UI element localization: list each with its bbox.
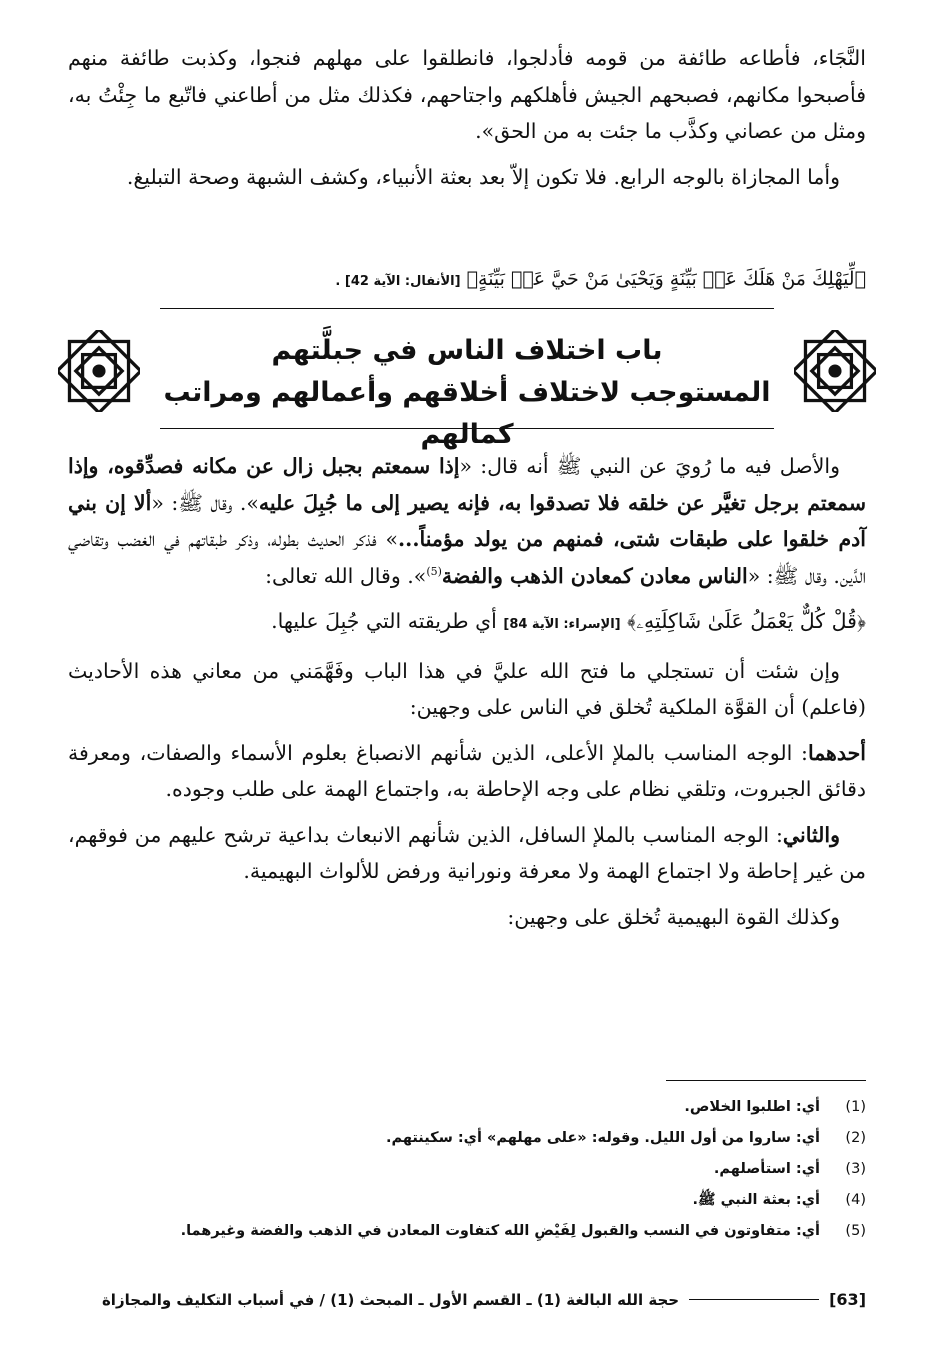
paragraph-text: : الوجه المناسب بالملإ السافل، الذين شأنهم الانبعاث بداعية ترشح عليهم من فوقهم، من غير إحاطة ولا اجتماع الهمة ولا معرفة ونورانية ورفض للألواث البهيمية. (68, 822, 866, 883)
running-title: حجة الله البالغة (1) ـ القسم الأول ـ المبحث (1) / في أسباب التكليف والمجازاة (101, 1290, 680, 1309)
footnote-text: أي: استأصلهم. (713, 1161, 820, 1177)
verse-text: ﴿قُلْ كُلٌّ يَعْمَلُ عَلَىٰ شَاكِلَتِهِۦ﴾ (627, 609, 866, 633)
quran-verse (90, 264, 866, 297)
page-number: [63] (829, 1290, 866, 1309)
text-run: أي طريقته التي جُبِلَ عليها. (271, 609, 504, 633)
chapter-title-line1: باب اختلاف الناس في جبلَّتهم (271, 335, 663, 366)
paragraph-continuation (68, 40, 866, 150)
chapter-title (150, 330, 784, 456)
footnote-text: أي: متفاوتون في النسب والقبول لِفَيْضِ الله كتفاوت المعادن في الذهب والفضة وغيرهما. (180, 1223, 820, 1239)
paragraph-first-aspect (68, 735, 866, 808)
paragraph-second-aspect (68, 817, 866, 890)
main-text (68, 448, 866, 935)
text-run: والأصل فيه ما رُويَ عن النبي ﷺ أنه قال: « (459, 454, 840, 478)
hadith-quote: الناس معادن كمعادن الذهب والفضة (441, 563, 748, 588)
text-run: ». وقال ﷺ: « (151, 490, 259, 515)
lead-word: والثاني (782, 822, 840, 847)
verse-reference: [الإسراء: الآية 84] (503, 617, 621, 632)
footer-rule (689, 1299, 819, 1300)
footnote-mark[interactable]: (5) (426, 564, 442, 578)
footnote-text: أي: ساروا من أول الليل. وقوله: «على مهلهم» أي: سكينتهم. (385, 1130, 820, 1146)
text-run: ». وقال الله تعالى: (265, 563, 427, 588)
heading-rule-top (160, 308, 774, 309)
footnote-number: (2) (845, 1130, 866, 1146)
verse-reference: [الأنفال: الآية 42] . (335, 274, 461, 289)
footnote-item (68, 1123, 866, 1154)
lead-word: أحدهما (807, 740, 866, 765)
footnote-item (68, 1092, 866, 1123)
heading-rule-bottom (160, 428, 774, 429)
paragraph-animal-faculty (68, 899, 866, 936)
footnotes (68, 1092, 866, 1247)
footnote-number: (5) (845, 1223, 866, 1239)
paragraph-text: : الوجه المناسب بالملإ الأعلى، الذين شأنهم الانصباغ بعلوم الأسماء والصفات، ومعرفة دقائق الجبروت، وتلقي نظام على وجه الإحاطة به، واجتماع الهمة على طلب وجوده. (68, 740, 866, 801)
hadith-quote: ألا إن بني آدم خلقوا على طبقات شتى، فمنهم من يولد مؤمناً... (68, 490, 867, 551)
star-ornament-icon (58, 330, 140, 412)
verse-text: ﴿لِّيَهْلِكَ مَنْ هَلَكَ عَنۢ بَيِّنَةٍ وَيَحْيَىٰ مَنْ حَيَّ عَنۢ بَيِّنَةٍ﴾ (466, 268, 866, 290)
top-text (68, 40, 866, 195)
footnote-item (68, 1185, 866, 1216)
paragraph-text: النَّجَاء، فأطاعه طائفة من قومه فأدلجوا، فانطلقوا على مهلهم فنجوا، وكذبت طائفة منهم فأصبحوا مكانهم، فصبحهم الجيش فأهلكهم واجتاحهم، فكذلك مثل من أطاعني فاتّبع ما جِئْتُ به، ومثل من عصاني وكذَّب ما جئت به من الحق». (68, 46, 866, 143)
footnote-text: أي: بعثة النبي ﷺ. (692, 1192, 820, 1208)
paragraph-hadith (68, 448, 866, 594)
star-ornament-icon (794, 330, 876, 412)
footnote-item (68, 1216, 866, 1247)
paragraph-fourth-aspect (68, 159, 866, 196)
paragraph-verse (68, 603, 866, 644)
text-run: » فذكر الحديث بطوله، وذكر طبقاتهم في الغضب وتقاضي الدَّين. وقال ﷺ: « (68, 527, 866, 588)
footnote-number: (4) (845, 1192, 866, 1208)
footnote-item (68, 1154, 866, 1185)
paragraph-text: وأما المجازاة بالوجه الرابع. فلا تكون إلاّ بعد بعثة الأنبياء، وكشف الشبهة وصحة التبليغ. (126, 164, 840, 189)
paragraph-text: وكذلك القوة البهيمية تُخلق على وجهين: (507, 904, 840, 929)
footnote-number: (3) (845, 1161, 866, 1177)
footnote-separator (666, 1080, 866, 1081)
paragraph-text: وإن شئت أن تستجلي ما فتح الله عليَّ في هذا الباب وفَهَّمَني من معاني هذه الأحاديث (فاعلم) أن القوَّة الملكية تُخلق في الناس على وجهين: (68, 658, 866, 719)
chapter-title-line2: المستوجب لاختلاف أخلاقهم وأعمالهم ومراتب كمالهم (163, 377, 771, 450)
footnote-text: أي: اطلبوا الخلاص. (684, 1099, 820, 1115)
page-footer (68, 1290, 866, 1309)
footnote-number: (1) (845, 1099, 866, 1115)
hadith-quote: إذا سمعتم بجبل زال عن مكانه فصدِّقوه، وإذا سمعتم برجل تغيَّر عن خلقه فلا تصدقوا به، فإنه يصير إلى ما جُبِلَ عليه (68, 454, 867, 515)
paragraph-two-aspects (68, 653, 866, 726)
